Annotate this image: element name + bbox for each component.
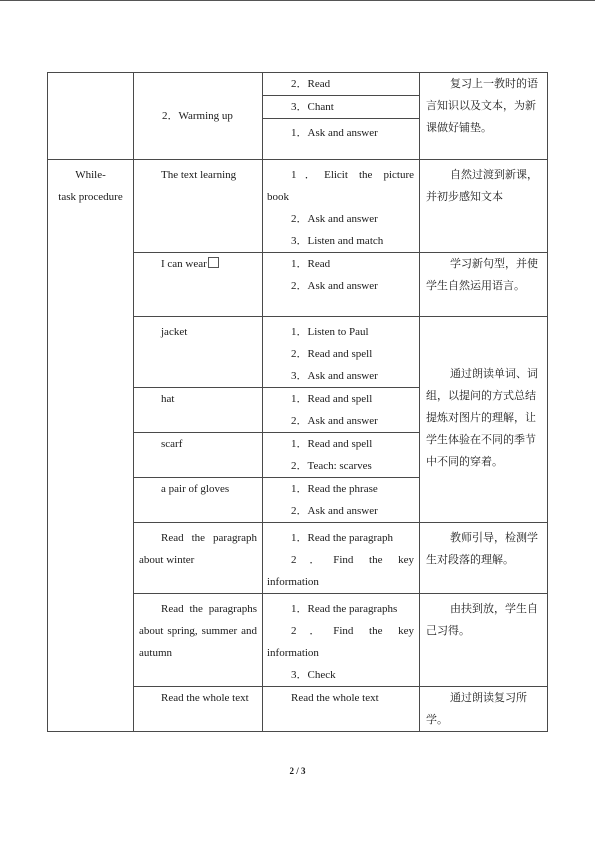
warmup-item: 1．Ask and answer: [291, 127, 378, 139]
whole-text-item: Read the whole text: [263, 687, 420, 732]
whole-text-label: Read the whole text: [161, 692, 249, 704]
paragraphs-others-item: 3．Check: [291, 669, 336, 681]
blank-box-icon: [208, 257, 219, 268]
paragraphs-others-item-cont: information: [267, 647, 319, 659]
stage-cell-empty: [48, 73, 134, 160]
hat-item: 2．Ask and answer: [291, 415, 378, 427]
scarf-label: scarf: [134, 433, 263, 478]
i-can-wear-item: 1．Read: [291, 258, 331, 270]
warmup-purpose: 复习上一教时的语言知识以及文本，为新课做好铺垫。: [426, 77, 538, 134]
paragraphs-others-item: 1．Read the paragraphs: [291, 603, 398, 615]
jacket-item: 3．Ask and answer: [291, 370, 378, 382]
text-learning-label: The text learning: [134, 160, 263, 253]
stage-label-line1: While-: [75, 169, 106, 181]
jacket-item: 1．Listen to Paul: [291, 326, 369, 338]
hat-label: hat: [134, 388, 263, 433]
table-row: [48, 73, 548, 96]
i-can-wear-item: 2．Ask and answer: [291, 280, 378, 292]
scarf-item: 1．Read and spell: [291, 438, 373, 450]
text-learning-item: 3．Listen and match: [291, 235, 384, 247]
paragraph-winter-item-cont: information: [267, 576, 319, 588]
paragraphs-others-purpose: 由扶到放，学生自己习得。: [426, 602, 538, 637]
paragraph-winter-item: 1．Read the paragraph: [291, 532, 394, 544]
paragraphs-others-item: 2．Find the key: [291, 625, 414, 637]
gloves-label: a pair of gloves: [134, 478, 263, 523]
page-number: 2 / 3: [289, 766, 306, 776]
lesson-plan-table: [47, 72, 548, 732]
paragraph-winter-label: Read the paragraph about winter: [139, 532, 257, 566]
table-row: [48, 160, 548, 253]
stage-label-line2: task procedure: [58, 191, 123, 203]
scarf-item: 2．Teach: scarves: [291, 460, 372, 472]
i-can-wear-label: I can wear: [134, 253, 263, 317]
whole-text-purpose: 通过朗读复习所学。: [426, 691, 527, 726]
jacket-label: jacket: [134, 317, 263, 388]
text-learning-item-cont: book: [267, 191, 289, 203]
text-learning-item: 1．Elicit the picture: [291, 169, 414, 181]
warmup-item: 3．Chant: [291, 101, 334, 113]
text-learning-purpose: 自然过渡到新课，并初步感知文本: [426, 168, 538, 203]
warmup-item: 2．Read: [291, 78, 331, 90]
i-can-wear-purpose: 学习新句型，并使学生自然运用语言。: [426, 257, 538, 292]
hat-item: 1．Read and spell: [291, 393, 373, 405]
jacket-item: 2．Read and spell: [291, 348, 373, 360]
warmup-label: 2．Warming up: [134, 73, 263, 160]
paragraph-winter-purpose: 教师引导，检测学生对段落的理解。: [426, 531, 538, 566]
page-top-rule: [0, 0, 595, 1]
gloves-item: 2．Ask and answer: [291, 505, 378, 517]
paragraphs-others-label: Read the paragraphs about spring, summer and autumn: [139, 603, 257, 659]
stage-label: [48, 160, 134, 732]
gloves-item: 1．Read the phrase: [291, 483, 378, 495]
vocab-purpose: 通过朗读单词、词组，以提问的方式总结提炼对图片的理解，让学生体验在不同的季节中不同的穿着。: [426, 367, 538, 468]
text-learning-item: 2．Ask and answer: [291, 213, 378, 225]
paragraph-winter-item: 2．Find the key: [291, 554, 414, 566]
